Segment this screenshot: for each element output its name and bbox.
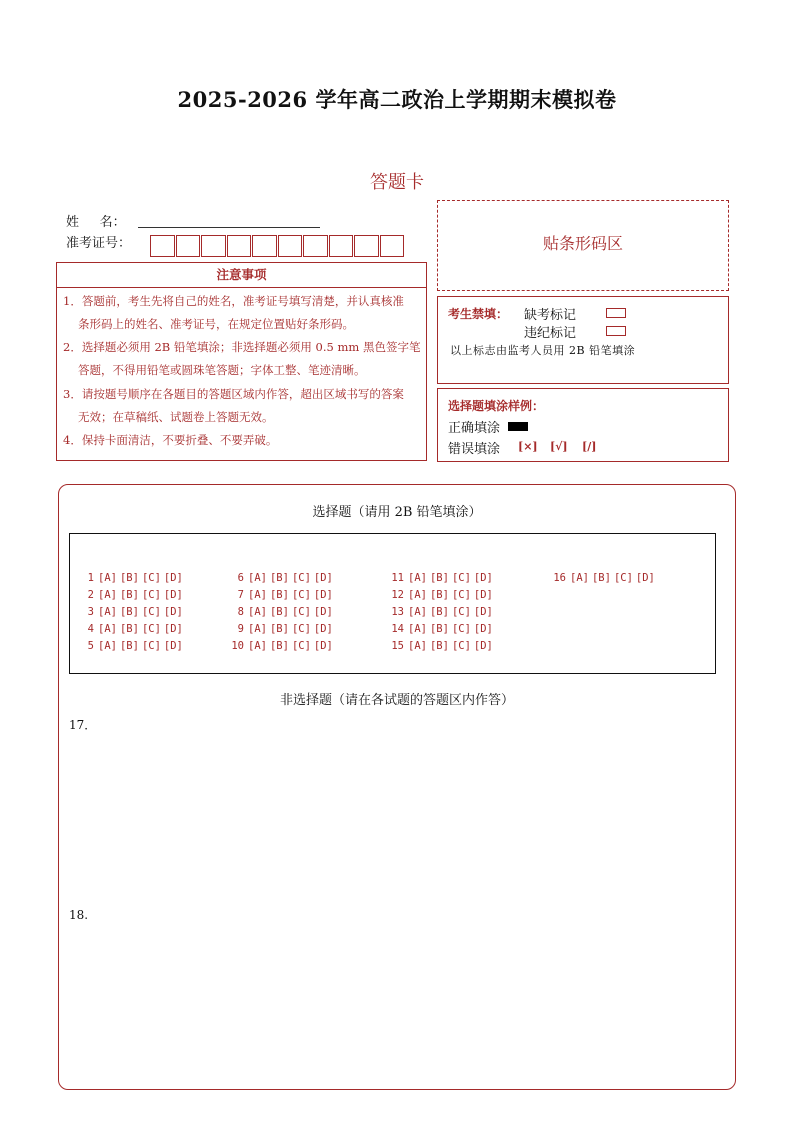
question-number: 9 xyxy=(237,623,244,635)
answer-bubble[interactable]: [A] xyxy=(408,623,427,635)
answer-bubble[interactable]: [A] xyxy=(248,572,267,584)
choice-question xyxy=(230,572,336,584)
id-label: 准考证号： xyxy=(66,236,132,251)
answer-bubble[interactable]: [B] xyxy=(429,572,449,584)
choice-question xyxy=(80,640,186,652)
id-digit-box[interactable] xyxy=(227,235,252,257)
nonchoice-section-title: 非选择题（请在各试题的答题区内作答） xyxy=(279,693,514,708)
choice-question xyxy=(230,606,336,618)
choice-question xyxy=(390,589,496,601)
answer-bubble[interactable]: [A] xyxy=(98,572,117,584)
notice-text: 答题，不得用铅笔或圆珠笔答题；字体工整、笔迹清晰。 xyxy=(78,362,366,377)
answer-bubble[interactable]: [A] xyxy=(408,606,427,618)
notice-item xyxy=(63,429,423,452)
name-label: 姓 名： xyxy=(66,215,126,230)
proctor-note: 以上标志由监考人员用 2B 铅笔填涂 xyxy=(450,344,636,357)
answer-bubble[interactable]: [B] xyxy=(269,623,289,635)
wrong-mark-check: [√] xyxy=(550,440,568,453)
absent-label: 缺考标记 xyxy=(524,308,577,323)
notice-text: 4．保持卡面清洁，不要折叠、不要弄破。 xyxy=(63,433,278,447)
answer-bubble[interactable]: [A] xyxy=(248,623,267,635)
choice-question xyxy=(80,572,186,584)
id-digit-box[interactable] xyxy=(150,235,175,257)
answer-bubble[interactable]: [C] xyxy=(141,623,161,635)
sample-title: 选择题填涂样例： xyxy=(448,399,545,413)
id-digit-box[interactable] xyxy=(201,235,226,257)
answer-bubble[interactable]: [B] xyxy=(269,572,289,584)
barcode-area: 贴条形码区 xyxy=(437,200,729,291)
answer-bubble[interactable]: [C] xyxy=(451,572,471,584)
id-digit-box[interactable] xyxy=(380,235,405,257)
choice-question xyxy=(552,572,658,584)
question-17-label: 17． xyxy=(69,718,97,732)
proctor-box xyxy=(437,296,729,384)
answer-bubble[interactable]: [A] xyxy=(408,640,427,652)
answer-bubble[interactable]: [A] xyxy=(98,623,117,635)
question-number: 11 xyxy=(391,572,404,584)
notice-text: 无效；在草稿纸、试题卷上答题无效。 xyxy=(78,409,274,424)
answer-bubble[interactable]: [B] xyxy=(119,640,139,652)
answer-bubble[interactable]: [C] xyxy=(141,589,161,601)
choice-grid xyxy=(69,533,716,674)
answer-bubble[interactable]: [A] xyxy=(570,572,589,584)
answer-bubble[interactable]: [D] xyxy=(313,572,333,584)
notice-text: 3．请按题号顺序在各题目的答题区域内作答，超出区域书写的答案 xyxy=(63,387,404,401)
wrong-label: 错误填涂 xyxy=(448,442,501,457)
wrong-mark-cross: [×] xyxy=(518,440,538,453)
answer-bubble[interactable]: [C] xyxy=(291,606,311,618)
answer-bubble[interactable]: [C] xyxy=(451,606,471,618)
choice-question xyxy=(80,623,186,635)
answer-bubble[interactable]: [D] xyxy=(635,572,655,584)
answer-bubble[interactable]: [D] xyxy=(163,589,183,601)
answer-bubble[interactable]: [D] xyxy=(163,640,183,652)
answer-bubble[interactable]: [D] xyxy=(163,572,183,584)
answer-bubble[interactable]: [C] xyxy=(141,640,161,652)
correct-fill-mark xyxy=(508,422,528,431)
choice-question xyxy=(80,589,186,601)
choice-question xyxy=(390,623,496,635)
answer-bubble[interactable]: [D] xyxy=(313,589,333,601)
violation-label: 违纪标记 xyxy=(524,326,577,341)
choice-question xyxy=(80,606,186,618)
page-subtitle: 答题卡 xyxy=(370,172,424,193)
notice-text: 条形码上的姓名、准考证号，在规定位置贴好条形码。 xyxy=(78,316,354,331)
page-title: 2025-2026 学年高二政治上学期期末模拟卷 xyxy=(177,87,617,112)
question-number: 14 xyxy=(391,623,404,635)
notice-text: 2．选择题必须用 2B 铅笔填涂；非选择题必须用 0.5 mm 黑色签字笔 xyxy=(63,340,421,354)
id-digit-box[interactable] xyxy=(278,235,303,257)
answer-bubble[interactable]: [C] xyxy=(141,572,161,584)
choice-question xyxy=(230,589,336,601)
answer-bubble[interactable]: [C] xyxy=(291,640,311,652)
answer-bubble[interactable]: [B] xyxy=(429,640,449,652)
choice-question xyxy=(390,606,496,618)
answer-bubble[interactable]: [B] xyxy=(269,589,289,601)
question-number: 12 xyxy=(391,589,404,601)
answer-bubble[interactable]: [B] xyxy=(269,606,289,618)
choice-section-title: 选择题（请用 2B 铅笔填涂） xyxy=(312,505,482,520)
notice-text: 1．答题前，考生先将自己的姓名，准考证号填写清楚，并认真核准 xyxy=(63,294,404,308)
answer-bubble[interactable]: [A] xyxy=(248,589,267,601)
violation-mark-box[interactable] xyxy=(606,326,626,336)
answer-bubble[interactable]: [D] xyxy=(313,606,333,618)
answer-bubble[interactable]: [C] xyxy=(451,589,471,601)
id-digit-box[interactable] xyxy=(303,235,328,257)
notice-heading: 注意事项 xyxy=(57,263,426,288)
choice-question xyxy=(390,572,496,584)
notice-box xyxy=(56,262,427,461)
proctor-label: 考生禁填： xyxy=(448,307,509,321)
question-number: 16 xyxy=(553,572,566,584)
question-number: 5 xyxy=(87,640,94,652)
id-number-boxes[interactable] xyxy=(150,235,405,257)
id-digit-box[interactable] xyxy=(354,235,379,257)
question-number: 13 xyxy=(391,606,404,618)
answer-bubble[interactable]: [C] xyxy=(451,623,471,635)
answer-bubble[interactable]: [D] xyxy=(313,640,333,652)
question-18-label: 18. xyxy=(69,908,89,922)
question-18-answer-area[interactable] xyxy=(69,928,716,1078)
answer-bubble[interactable]: [A] xyxy=(248,640,267,652)
answer-bubble[interactable]: [B] xyxy=(591,572,611,584)
answer-bubble[interactable]: [A] xyxy=(408,572,427,584)
notice-item xyxy=(63,290,423,335)
answer-bubble[interactable]: [B] xyxy=(119,606,139,618)
answer-bubble[interactable]: [A] xyxy=(98,640,117,652)
answer-bubble[interactable]: [A] xyxy=(98,606,117,618)
name-field[interactable] xyxy=(138,226,320,228)
choice-question xyxy=(230,640,336,652)
question-number: 3 xyxy=(87,606,94,618)
question-number: 8 xyxy=(237,606,244,618)
correct-label: 正确填涂 xyxy=(448,421,501,436)
answer-bubble[interactable]: [D] xyxy=(473,606,493,618)
fill-sample-box xyxy=(437,388,729,462)
choice-question xyxy=(390,640,496,652)
question-number: 4 xyxy=(87,623,94,635)
id-digit-box[interactable] xyxy=(329,235,354,257)
question-number: 1 xyxy=(87,572,94,584)
notice-item xyxy=(63,383,423,428)
answer-bubble[interactable]: [D] xyxy=(473,623,493,635)
id-digit-box[interactable] xyxy=(252,235,277,257)
absent-mark-box[interactable] xyxy=(606,308,626,318)
wrong-mark-slash: [/] xyxy=(582,440,597,453)
question-17-answer-area[interactable] xyxy=(69,734,716,904)
question-number: 10 xyxy=(231,640,244,652)
answer-bubble[interactable]: [D] xyxy=(473,572,493,584)
answer-bubble[interactable]: [C] xyxy=(291,572,311,584)
answer-bubble[interactable]: [B] xyxy=(429,606,449,618)
answer-bubble[interactable]: [B] xyxy=(119,572,139,584)
answer-bubble[interactable]: [D] xyxy=(163,623,183,635)
question-number: 6 xyxy=(237,572,244,584)
choice-question xyxy=(230,623,336,635)
answer-bubble[interactable]: [B] xyxy=(119,623,139,635)
answer-bubble[interactable]: [A] xyxy=(248,606,267,618)
question-number: 15 xyxy=(391,640,404,652)
answer-bubble[interactable]: [B] xyxy=(269,640,289,652)
answer-bubble[interactable]: [D] xyxy=(473,640,493,652)
answer-bubble[interactable]: [A] xyxy=(408,589,427,601)
answer-bubble[interactable]: [B] xyxy=(429,589,449,601)
answer-bubble[interactable]: [B] xyxy=(429,623,449,635)
answer-bubble[interactable]: [C] xyxy=(451,640,471,652)
answer-bubble[interactable]: [C] xyxy=(291,589,311,601)
answer-bubble[interactable]: [D] xyxy=(473,589,493,601)
answer-bubble[interactable]: [B] xyxy=(119,589,139,601)
answer-bubble[interactable]: [C] xyxy=(141,606,161,618)
answer-bubble[interactable]: [D] xyxy=(163,606,183,618)
answer-bubble[interactable]: [A] xyxy=(98,589,117,601)
answer-bubble[interactable]: [C] xyxy=(291,623,311,635)
answer-bubble[interactable]: [C] xyxy=(613,572,633,584)
notice-item xyxy=(63,336,423,381)
answer-bubble[interactable]: [D] xyxy=(313,623,333,635)
question-number: 7 xyxy=(237,589,244,601)
question-number: 2 xyxy=(87,589,94,601)
id-digit-box[interactable] xyxy=(176,235,201,257)
